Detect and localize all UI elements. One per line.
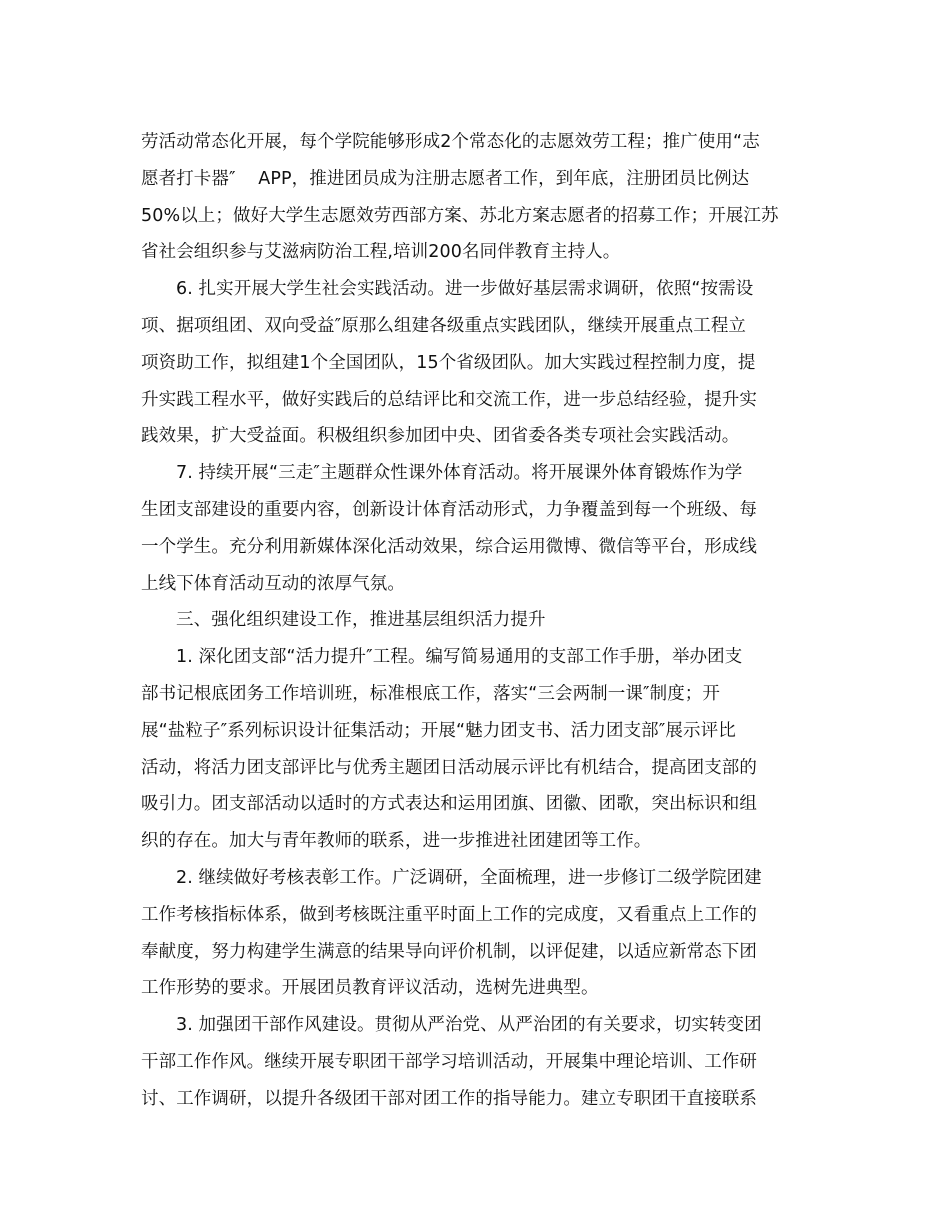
text-line: 一个学生。充分利用新媒体深化活动效果，综合运用微博、微信等平台，形成线: [141, 536, 757, 557]
text-line: 工作形势的要求。开展团员教育评议活动，选树先进典型。: [141, 978, 599, 999]
text-line: 部书记根底团务工作培训班，标准根底工作，落实“三会两制一课″制度；开: [141, 683, 721, 704]
text-line: 劳活动常态化开展，每个学院能够形成2个常态化的志愿效劳工程；推广使用“志: [141, 132, 760, 152]
text-line: 织的存在。加大与青年教师的联系，进一步推进社团建团等工作。: [141, 831, 652, 852]
document-body: [141, 124, 813, 1118]
text-line: 7. 持续开展“三走″主题群众性课外体育活动。将开展课外体育锻炼作为学: [176, 463, 743, 484]
text-line: 工作考核指标体系，做到考核既注重平时面上工作的完成度，又看重点上工作的: [141, 904, 757, 925]
text-line: 上线下体育活动互动的浓厚气氛。: [141, 573, 405, 594]
text-line: 讨、工作调研，以提升各级团干部对团工作的指导能力。建立专职团干直接联系: [141, 1088, 757, 1109]
text-line: 升实践工程水平，做好实践后的总结评比和交流工作，进一步总结经验，提升实: [141, 389, 757, 410]
text-line: 3. 加强团干部作风建设。贯彻从严治党、从严治团的有关要求，切实转变团: [176, 1015, 762, 1036]
text-line: 项、据项组团、双向受益″原那么组建各级重点实践团队，继续开展重点工程立: [141, 315, 747, 336]
text-line: 1. 深化团支部“活力提升″工程。编写简易通用的支部工作手册，举办团支: [176, 647, 743, 668]
text-line: 践效果，扩大受益面。积极组织参加团中央、团省委各类专项社会实践活动。: [141, 426, 740, 447]
text-line: 50%以上；做好大学生志愿效劳西部方案、苏北方案志愿者的招募工作；开展江苏: [141, 205, 779, 226]
text-line: 生团支部建设的重要内容，创新设计体育活动形式，力争覆盖到每一个班级、每: [141, 499, 757, 520]
text-line: 三、强化组织建设工作，推进基层组织活力提升: [176, 610, 546, 631]
text-line: 展“盐粒子″系列标识设计征集活动；开展“魅力团支书、活力团支部″展示评比: [141, 720, 736, 741]
text-line: 愿者打卡器″ APP，推进团员成为注册志愿者工作，到年底，注册团员比例达: [141, 168, 750, 189]
text-line: 2. 继续做好考核表彰工作。广泛调研，全面梳理，进一步修订二级学院团建: [176, 867, 762, 888]
text-line: 6. 扎实开展大学生社会实践活动。进一步做好基层需求调研，依照“按需设: [176, 279, 754, 300]
text-line: 干部工作作风。继续开展专职团干部学习培训活动，开展集中理论培训、工作研: [141, 1051, 757, 1072]
text-line: 项资助工作，拟组建1个全国团队，15个省级团队。加大实践过程控制力度，提: [141, 352, 756, 373]
text-line: 省社会组织参与艾滋病防治工程,培训200名同伴教育主持人。: [141, 242, 621, 263]
text-line: 奉献度，努力构建学生满意的结果导向评价机制，以评促建，以适应新常态下团: [141, 941, 757, 962]
text-line: 活动，将活力团支部评比与优秀主题团日活动展示评比有机结合，提高团支部的: [141, 757, 757, 778]
text-line: 吸引力。团支部活动以适时的方式表达和运用团旗、团徽、团歌，突出标识和组: [141, 794, 757, 815]
